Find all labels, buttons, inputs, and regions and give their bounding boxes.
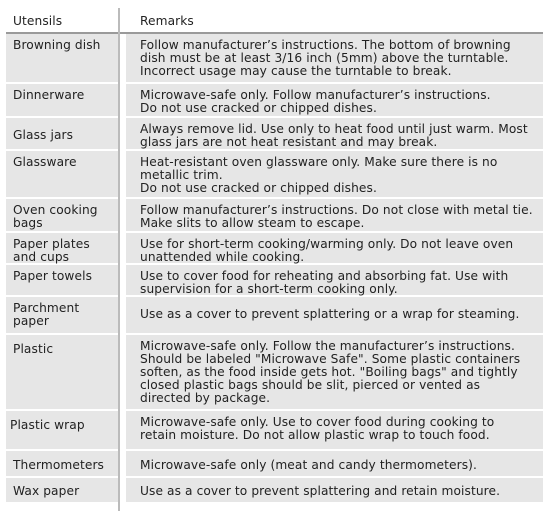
utensil-cell <box>6 451 118 476</box>
remarks-text: Should be labeled "Microwave Safe". Some plastic containers <box>140 352 521 366</box>
utensils-table <box>6 8 543 504</box>
remarks-text: supervision for a short-term cooking only. <box>140 282 398 296</box>
utensil-label: Glass jars <box>13 128 74 142</box>
remarks-text: directed by package. <box>140 391 271 405</box>
remarks-text: Do not use cracked or chipped dishes. <box>140 101 377 115</box>
remarks-cell <box>126 118 543 149</box>
utensil-cell <box>6 297 118 333</box>
remarks-text: Do not use cracked or chipped dishes. <box>140 181 377 195</box>
header-remarks-label: Remarks <box>140 14 194 28</box>
remarks-text: retain moisture. Do not allow plastic wrap to touch food. <box>140 428 490 442</box>
remarks-text: dish must be at least 3/16 inch (5mm) above the turntable. <box>140 51 509 65</box>
utensil-cell <box>6 84 118 116</box>
table-row <box>6 297 543 335</box>
table-row <box>6 411 543 451</box>
utensil-label: Plastic <box>13 342 54 356</box>
header-utensils <box>6 8 118 32</box>
remarks-text: Microwave-safe only (meat and candy thermometers). <box>140 458 478 472</box>
remarks-cell <box>126 199 543 231</box>
table-row <box>6 34 543 84</box>
utensil-cell <box>6 118 118 149</box>
remarks-text: unattended while cooking. <box>140 250 305 264</box>
table-row <box>6 265 543 297</box>
utensil-label: Paper plates <box>13 237 90 251</box>
table-row <box>6 151 543 199</box>
table-row <box>6 478 543 504</box>
utensil-cell <box>6 335 118 409</box>
remarks-text: Use to cover food for reheating and absorbing fat. Use with <box>140 269 509 283</box>
remarks-cell <box>126 265 543 295</box>
utensil-label: Browning dish <box>13 38 101 52</box>
table-row <box>6 233 543 265</box>
utensil-cell <box>6 233 118 263</box>
column-divider <box>118 8 120 511</box>
remarks-cell <box>126 335 543 409</box>
remarks-cell <box>126 411 543 449</box>
remarks-text: Use for short-term cooking/warming only. Do not leave oven <box>140 237 514 251</box>
utensil-label: Parchment <box>13 301 80 315</box>
utensil-cell <box>6 34 118 82</box>
header-utensils-label: Utensils <box>13 14 63 28</box>
remarks-text: Microwave-safe only. Follow manufacturer’s instructions. <box>140 88 491 102</box>
utensil-cell <box>6 265 118 295</box>
table-row <box>6 451 543 478</box>
utensil-label: bags <box>13 216 43 230</box>
utensil-label: paper <box>13 314 49 328</box>
utensil-label: Paper towels <box>13 269 93 283</box>
remarks-cell <box>126 297 543 333</box>
utensil-cell <box>6 151 118 197</box>
remarks-text: Heat-resistant oven glassware only. Make sure there is no <box>140 155 498 169</box>
remarks-cell <box>126 478 543 502</box>
utensil-label: and cups <box>13 250 70 264</box>
remarks-text: glass jars are not heat resistant and may break. <box>140 135 438 149</box>
utensil-cell <box>6 411 118 449</box>
utensil-label: Thermometers <box>13 458 104 472</box>
utensil-cell <box>6 478 118 502</box>
remarks-text: closed plastic bags should be slit, pierced or vented as <box>140 378 481 392</box>
remarks-cell <box>126 233 543 263</box>
remarks-text: Follow manufacturer’s instructions. Do not close with metal tie. <box>140 203 533 217</box>
header-remarks <box>126 8 543 32</box>
table-row <box>6 118 543 151</box>
remarks-text: metallic trim. <box>140 168 223 182</box>
remarks-cell <box>126 151 543 197</box>
remarks-cell <box>126 451 543 476</box>
remarks-text: Incorrect usage may cause the turntable to break. <box>140 64 452 78</box>
remarks-text: Follow manufacturer’s instructions. The bottom of browning <box>140 38 511 52</box>
remarks-cell <box>126 84 543 116</box>
remarks-text: Use as a cover to prevent splattering and retain moisture. <box>140 484 501 498</box>
utensil-label: Wax paper <box>13 484 80 498</box>
utensil-label: Dinnerware <box>13 88 85 102</box>
remarks-cell <box>126 34 543 82</box>
remarks-text: Microwave-safe only. Follow the manufacturer’s instructions. <box>140 339 515 353</box>
table-row <box>6 199 543 233</box>
utensil-label: Plastic wrap <box>10 418 85 432</box>
remarks-text: Use as a cover to prevent splattering or a wrap for steaming. <box>140 307 520 321</box>
table-row <box>6 84 543 118</box>
table-row <box>6 335 543 411</box>
utensil-label: Glassware <box>13 155 77 169</box>
table-header <box>6 8 543 34</box>
remarks-text: Always remove lid. Use only to heat food until just warm. Most <box>140 122 528 136</box>
remarks-text: soften, as the food inside gets hot. "Boiling bags" and tightly <box>140 365 518 379</box>
utensil-cell <box>6 199 118 231</box>
utensil-label: Oven cooking <box>13 203 98 217</box>
remarks-text: Microwave-safe only. Use to cover food during cooking to <box>140 415 495 429</box>
remarks-text: Make slits to allow steam to escape. <box>140 216 365 230</box>
